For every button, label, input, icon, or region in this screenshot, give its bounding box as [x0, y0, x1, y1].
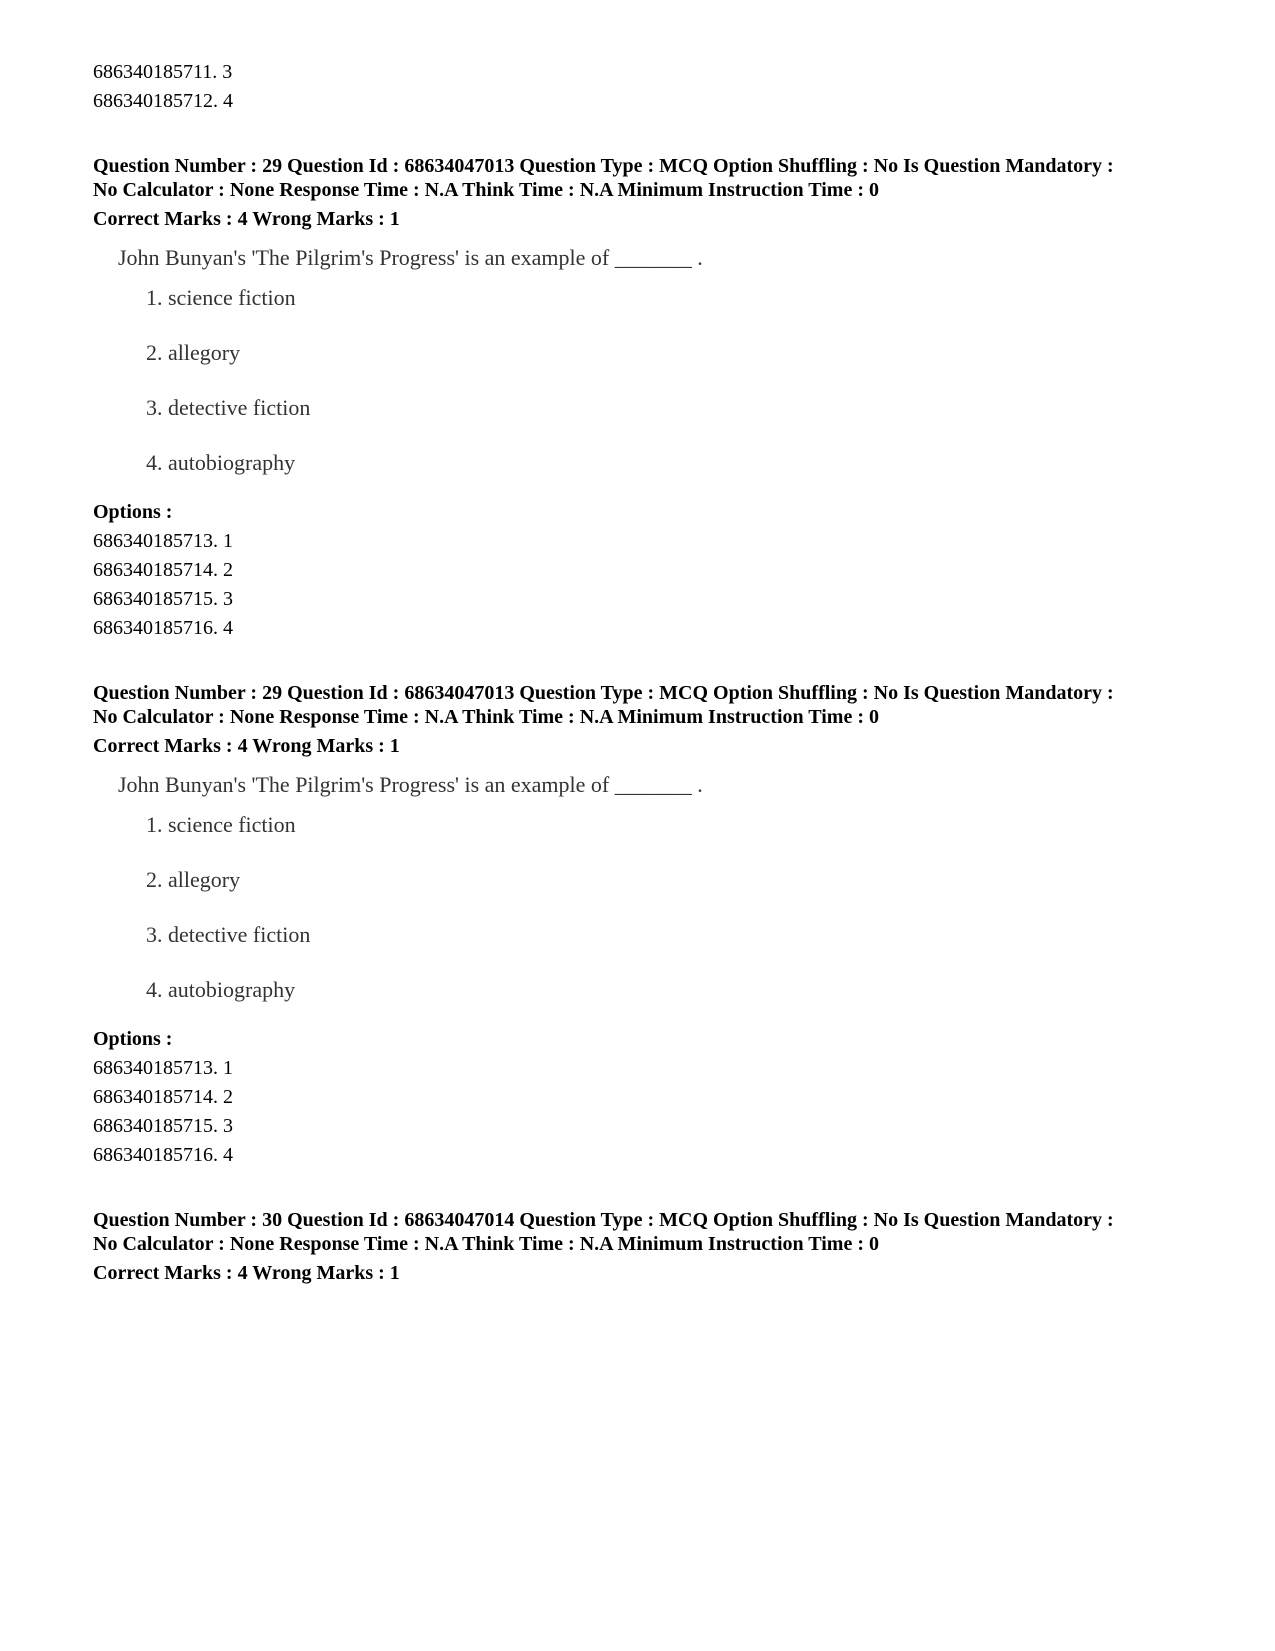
choice-item: 3. detective fiction — [146, 922, 311, 947]
question-marks: Correct Marks : 4 Wrong Marks : 1 — [93, 1262, 400, 1284]
option-line: 686340185715. 3 — [93, 1115, 233, 1137]
option-line: 686340185715. 3 — [93, 588, 233, 610]
carryover-options — [93, 58, 1213, 116]
options-label: Options : — [93, 501, 173, 523]
choice-item: 1. science fiction — [146, 285, 296, 310]
choice-item: 4. autobiography — [146, 450, 296, 475]
question-block-1 — [93, 154, 1213, 643]
options-label: Options : — [93, 1028, 173, 1050]
question-meta — [93, 154, 1213, 202]
option-line: 686340185713. 1 — [93, 530, 233, 552]
question-block-3 — [93, 1208, 1213, 1288]
choice-item: 2. allegory — [146, 340, 241, 365]
choice-item: 2. allegory — [146, 867, 241, 892]
option-line: 686340185714. 2 — [93, 559, 233, 581]
question-meta-line-2: No Calculator : None Response Time : N.A Think Time : N.A Minimum Instruction Time : 0 — [93, 706, 879, 728]
choice-item: 3. detective fiction — [146, 395, 311, 420]
question-stem: John Bunyan's 'The Pilgrim's Progress' is an example of _______ . — [118, 772, 703, 797]
option-line: 686340185714. 2 — [93, 1086, 233, 1108]
question-image — [118, 771, 1213, 1031]
question-meta-line-1: Question Number : 29 Question Id : 68634047013 Question Type : MCQ Option Shuffling : No Is Question Mandatory : — [93, 682, 1114, 704]
question-meta — [93, 681, 1213, 729]
question-marks: Correct Marks : 4 Wrong Marks : 1 — [93, 735, 400, 757]
choice-item: 4. autobiography — [146, 977, 296, 1002]
question-image — [118, 244, 1213, 504]
question-meta-line-1: Question Number : 29 Question Id : 68634047013 Question Type : MCQ Option Shuffling : No Is Question Mandatory : — [93, 155, 1114, 177]
question-stem: John Bunyan's 'The Pilgrim's Progress' is an example of _______ . — [118, 245, 703, 270]
option-line: 686340185713. 1 — [93, 1057, 233, 1079]
document-page — [93, 58, 1213, 1288]
question-block-2 — [93, 681, 1213, 1170]
question-meta-line-2: No Calculator : None Response Time : N.A Think Time : N.A Minimum Instruction Time : 0 — [93, 1233, 879, 1255]
choice-item: 1. science fiction — [146, 812, 296, 837]
question-meta — [93, 1208, 1213, 1256]
question-marks: Correct Marks : 4 Wrong Marks : 1 — [93, 208, 400, 230]
option-line: 686340185712. 4 — [93, 90, 233, 112]
option-line: 686340185716. 4 — [93, 1144, 233, 1166]
question-meta-line-2: No Calculator : None Response Time : N.A Think Time : N.A Minimum Instruction Time : 0 — [93, 179, 879, 201]
question-meta-line-1: Question Number : 30 Question Id : 68634047014 Question Type : MCQ Option Shuffling : No Is Question Mandatory : — [93, 1209, 1114, 1231]
option-line: 686340185711. 3 — [93, 61, 233, 83]
option-line: 686340185716. 4 — [93, 617, 233, 639]
